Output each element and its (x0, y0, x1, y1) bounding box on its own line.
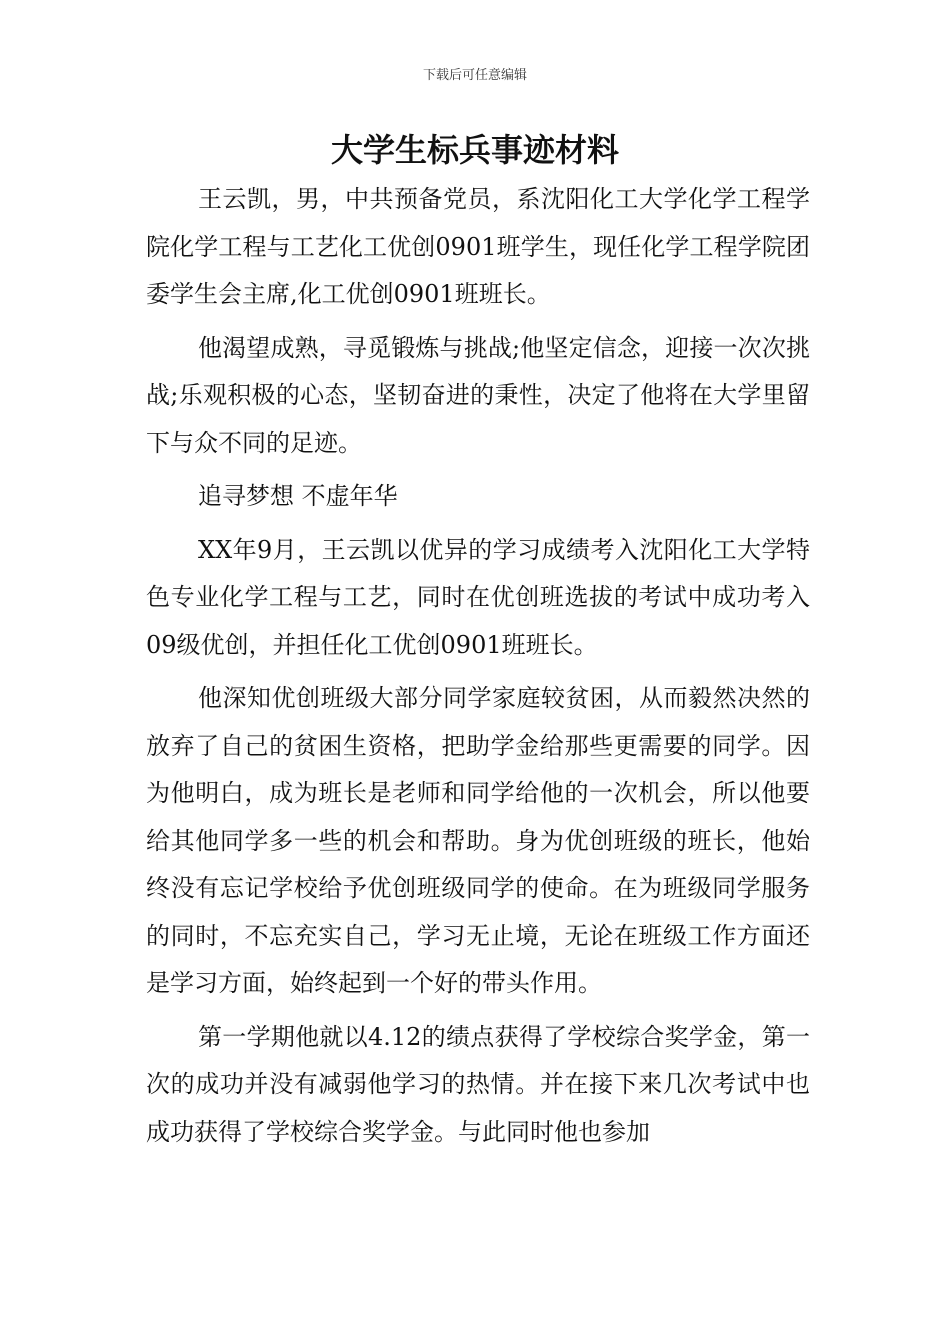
section-subheading: 追寻梦想 不虚年华 (198, 482, 398, 510)
paragraph-intro: 王云凯，男，中共预备党员，系沈阳化工大学化学工程学院化学工程与工艺化工优创0901班学生，现任化学工程学院团委学生会主席,化工优创0901班班长。 (146, 185, 810, 308)
document-body (146, 176, 810, 1162)
paragraph-class-leader: 他深知优创班级大部分同学家庭较贫困，从而毅然决然的放弃了自己的贫困生资格，把助学金给那些更需要的同学。因为他明白，成为班长是老师和同学给他的一次机会，所以他要给其他同学多一些的机会和帮助。身为优创班级的班长，他始终没有忘记学校给予优创班级同学的使命。在为班级同学服务的同时，不忘充实自己，学习无止境，无论在班级工作方面还是学习方面，始终起到一个好的带头作用。 (146, 684, 810, 997)
paragraph-scholarship: 第一学期他就以4.12的绩点获得了学校综合奖学金，第一次的成功并没有减弱他学习的热情。并在接下来几次考试中也成功获得了学校综合奖学金。与此同时他也参加 (146, 1022, 810, 1146)
paragraph-character: 他渴望成熟，寻觅锻炼与挑战;他坚定信念，迎接一次次挑战;乐观积极的心态，坚韧奋进的秉性，决定了他将在大学里留下与众不同的足迹。 (146, 333, 810, 457)
document-title: 大学生标兵事迹材料 (330, 131, 619, 169)
paragraph-admission: XX年9月，王云凯以优异的学习成绩考入沈阳化工大学特色专业化学工程与工艺，同时在优创班选拔的考试中成功考入09级优创，并担任化工优创0901班班长。 (146, 535, 810, 659)
header-note: 下载后可任意编辑 (422, 68, 527, 83)
